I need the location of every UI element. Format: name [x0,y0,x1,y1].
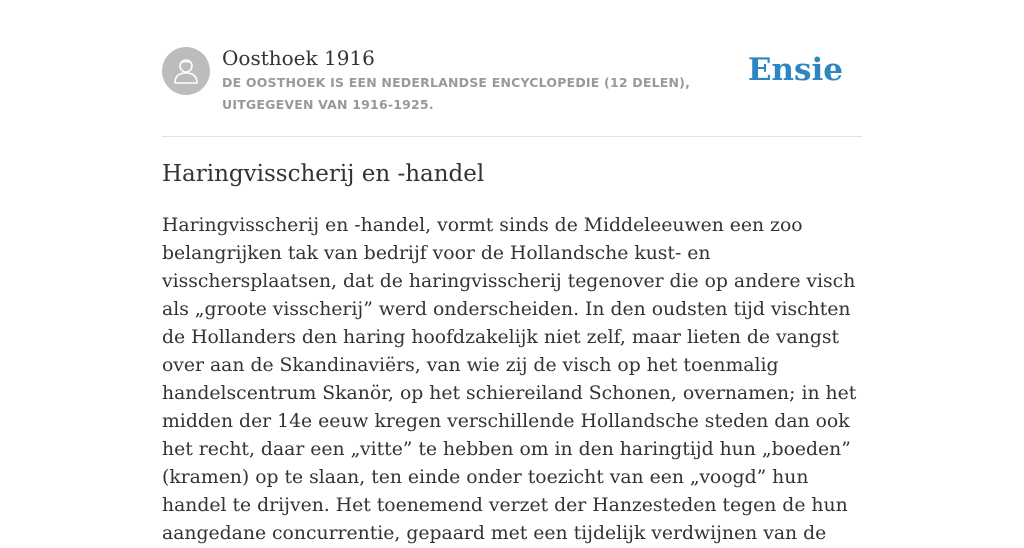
article-body: Haringvisscherij en -handel, vormt sinds de Middeleeuwen een zoo belangrijken tak van bedrijf voor de Hollandsche kust- en visschersplaatsen, dat de haringvisscherij tegenover die op andere visch als „groote visscherij” werd onderscheiden. In den oudsten tijd vischten de Hollanders den haring hoofdzakelijk niet zelf, maar lieten de vangst over aan de Skandinaviërs, van wie zij de visch op het toenmalig handelscentrum Skanör, op het schiereiland Schonen, overnamen; in het midden der 14e eeuw kregen verschillende Hollandsche steden dan ook het recht, daar een „vitte” te hebben om in den haringtijd hun „boeden” (kramen) op te slaan, ten einde onder toezicht van een „voogd” hun handel te drijven. Het toenemend verzet der Hanzesteden tegen de hun aangedane concurrentie, gepaard met een tijdelijk verdwijnen van de [162,215,857,544]
source-title[interactable]: Oosthoek 1916 [222,46,375,70]
user-avatar-icon[interactable] [162,47,210,95]
ensie-logo[interactable]: Ensie [747,52,843,88]
person-outline-icon [171,56,201,86]
article-title: Haringvisscherij en -handel [162,161,485,187]
source-description: DE OOSTHOEK IS EEN NEDERLANDSE ENCYCLOPEDIE (12 DELEN), UITGEGEVEN VAN 1916-1925. [222,75,691,112]
source-header [162,44,862,137]
